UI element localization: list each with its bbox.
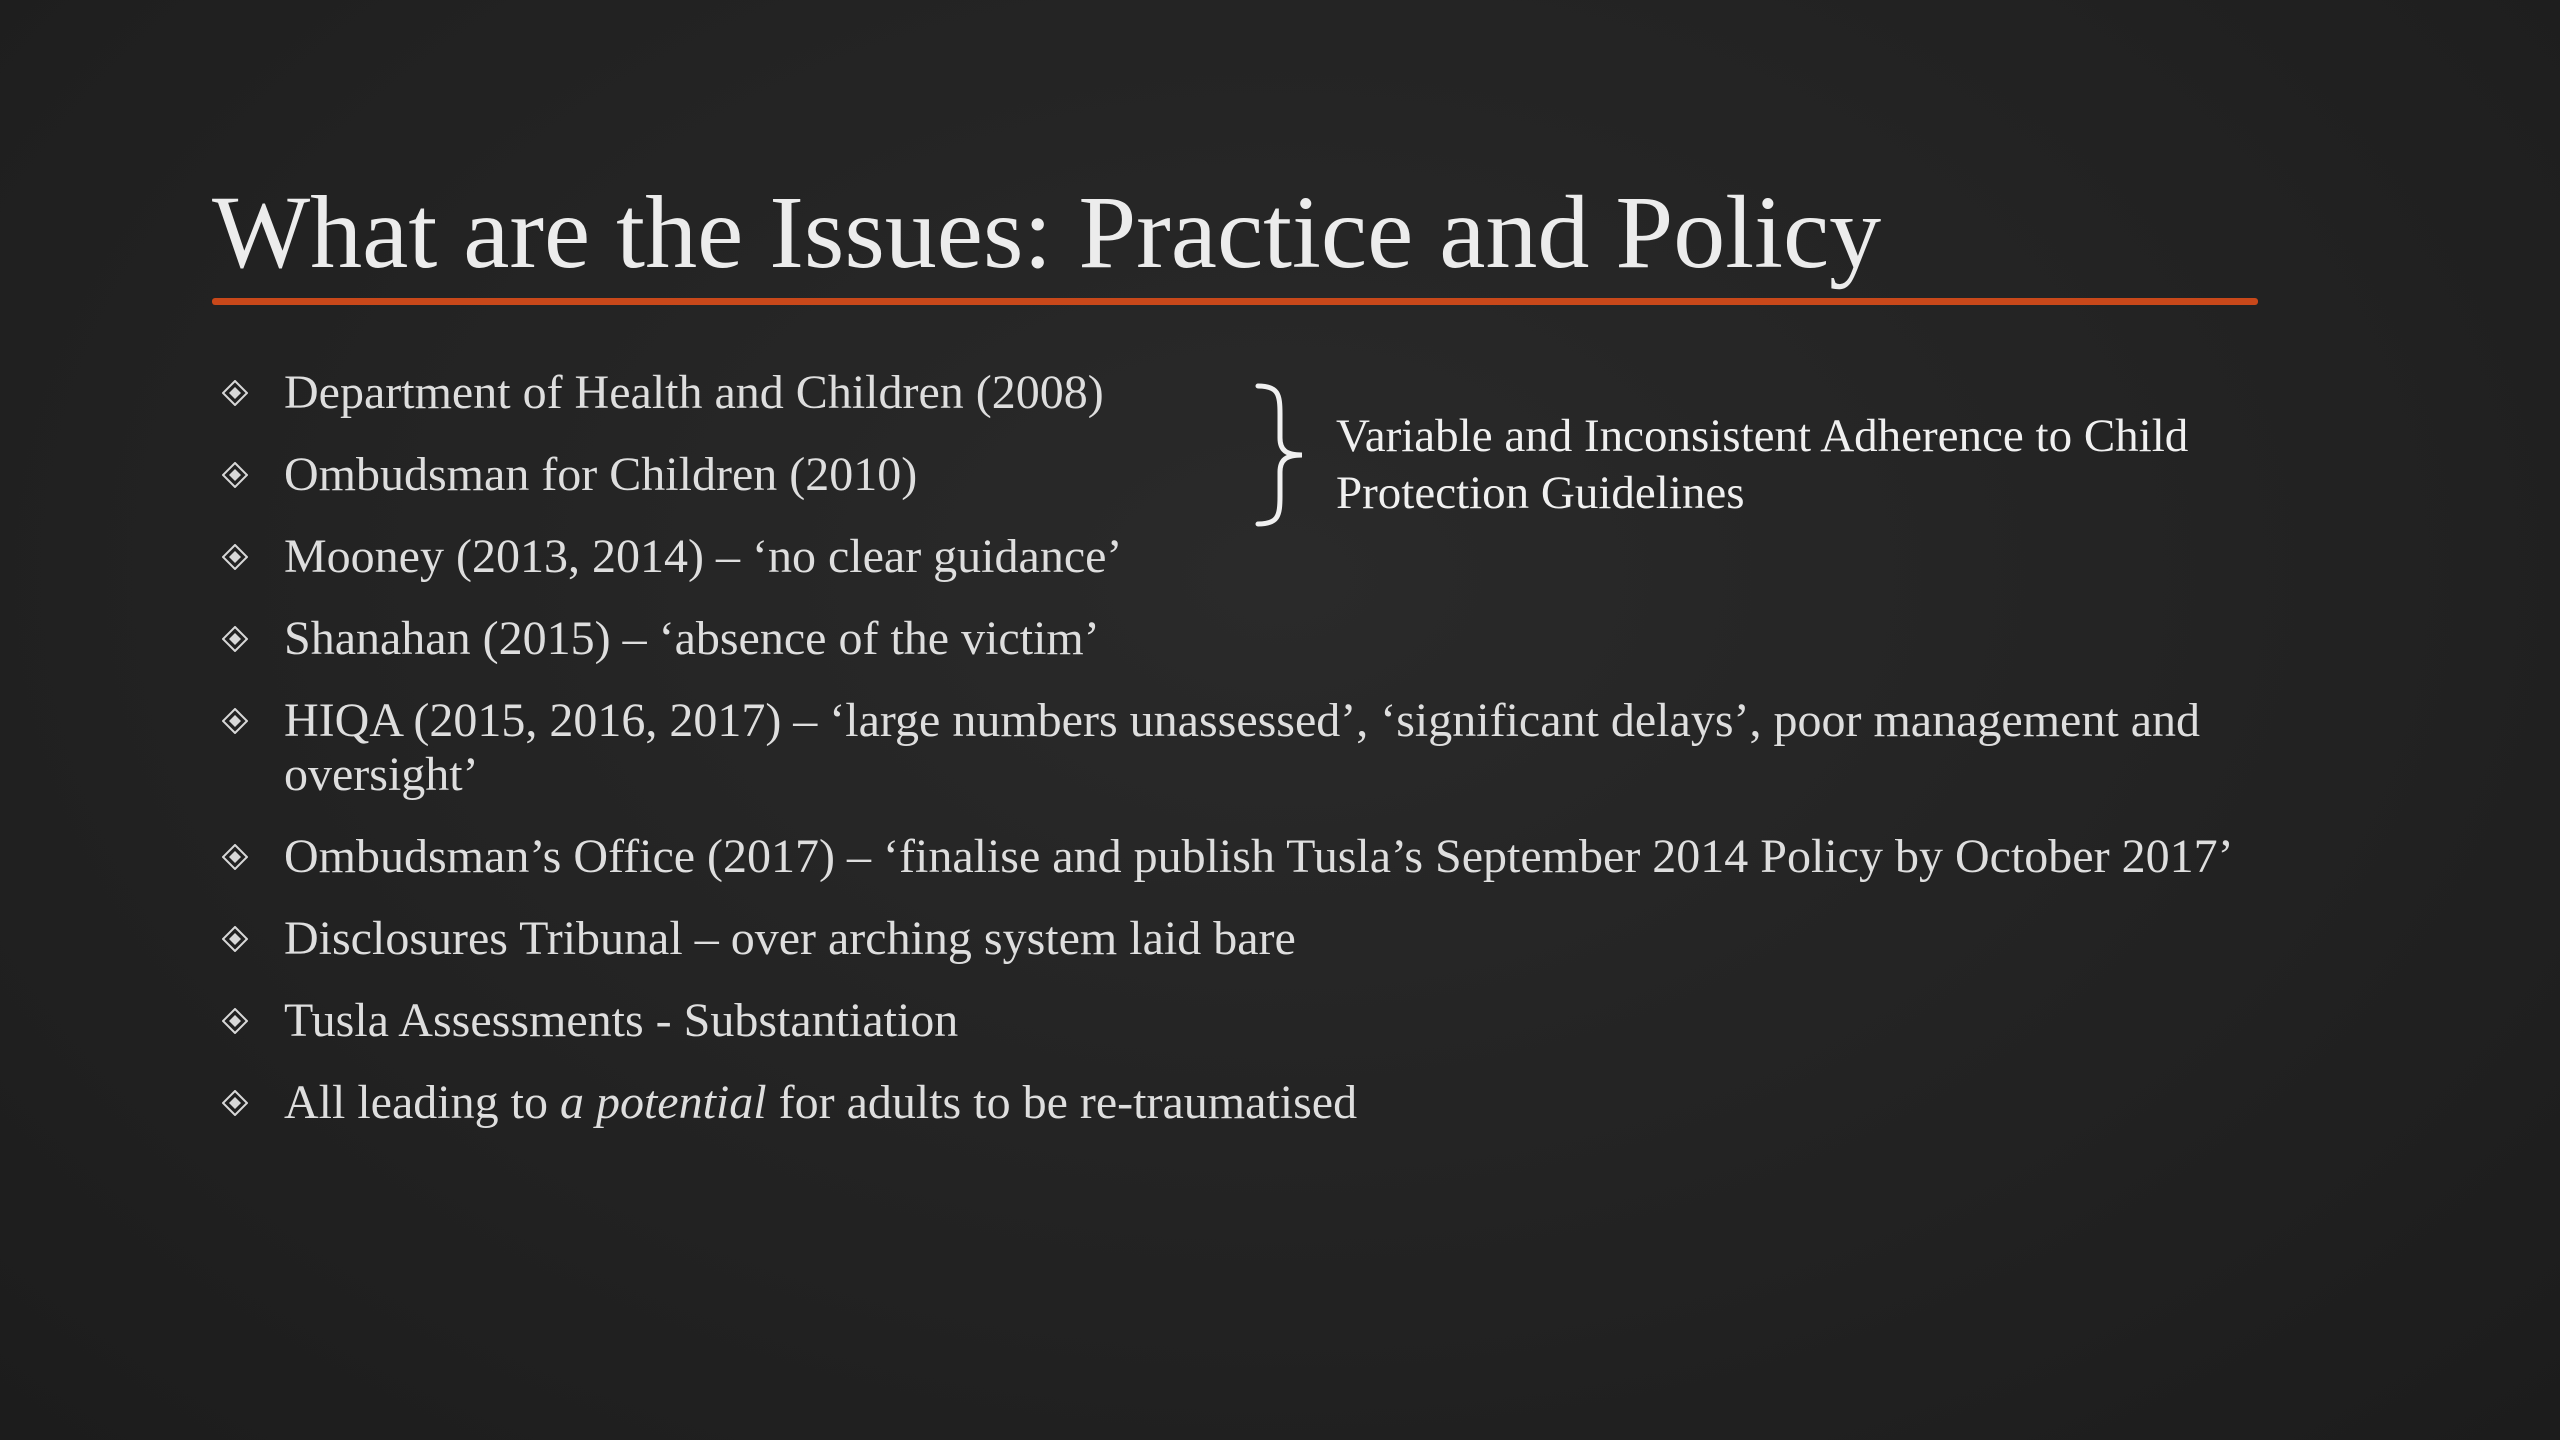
bullet-text: Tusla Assessments - Substantiation: [284, 994, 959, 1047]
diamond-bullet-icon: [222, 1090, 248, 1116]
bullet-item: [212, 912, 2322, 966]
diamond-bullet-icon: [222, 380, 248, 406]
bullet-text: Ombudsman for Children (2010): [284, 448, 918, 501]
bullet-item: [212, 994, 2322, 1048]
bullet-text-prefix: All leading to: [284, 1076, 560, 1129]
bullet-item: [212, 612, 2322, 666]
brace-annotation-group: [1250, 380, 2300, 530]
bullet-text: Disclosures Tribunal – over arching system laid bare: [284, 912, 1296, 965]
diamond-bullet-icon: [222, 626, 248, 652]
bullet-item: [212, 530, 2322, 584]
bullet-item: [212, 830, 2322, 884]
diamond-bullet-icon: [222, 462, 248, 488]
bullet-text-suffix: for adults to be re-traumatised: [766, 1076, 1358, 1129]
diamond-bullet-icon: [222, 1008, 248, 1034]
bullet-item: [212, 1076, 2322, 1130]
bullet-item: [212, 694, 2322, 802]
title-underline: [212, 298, 2258, 305]
bullet-text: Department of Health and Children (2008): [284, 366, 1104, 419]
bullet-text: Shanahan (2015) – ‘absence of the victim’: [284, 612, 1100, 665]
diamond-bullet-icon: [222, 708, 248, 734]
bullet-text: Mooney (2013, 2014) – ‘no clear guidance’: [284, 530, 1123, 583]
bullet-text: HIQA (2015, 2016, 2017) – ‘large numbers unassessed’, ‘significant delays’, poor management and oversight’: [284, 694, 2200, 801]
slide-title: What are the Issues: Practice and Policy: [212, 175, 1882, 290]
bullet-text-emphasis: a potential: [559, 1076, 767, 1129]
bullet-text: Ombudsman’s Office (2017) – ‘finalise and publish Tusla’s September 2014 Policy by October 2017’: [284, 830, 2234, 883]
right-curly-brace-icon: [1250, 380, 1310, 530]
brace-annotation-text: Variable and Inconsistent Adherence to Child Protection Guidelines: [1336, 410, 2189, 519]
diamond-bullet-icon: [222, 544, 248, 570]
diamond-bullet-icon: [222, 926, 248, 952]
diamond-bullet-icon: [222, 844, 248, 870]
